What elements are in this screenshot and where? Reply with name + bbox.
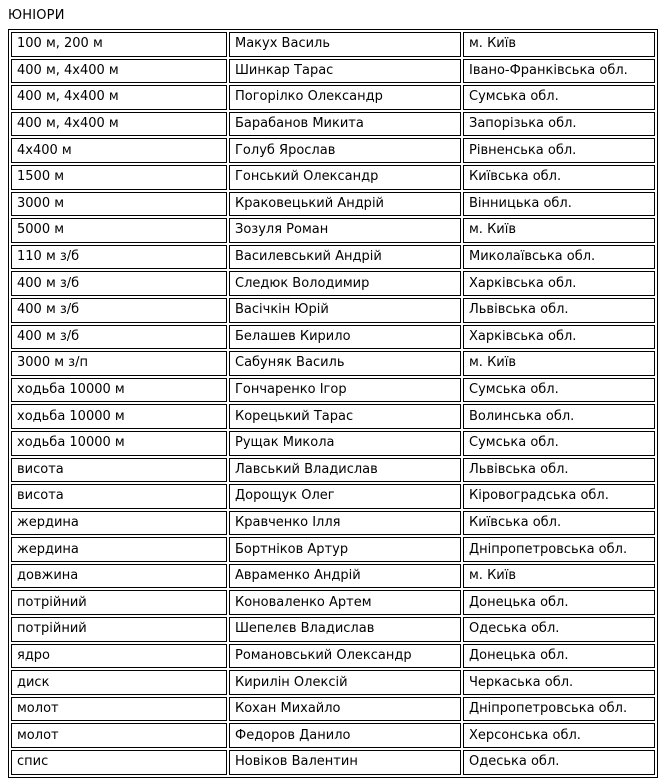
event-cell: 400 м, 4х400 м — [11, 85, 227, 110]
athlete-name-cell: Новіков Валентин — [229, 750, 461, 775]
athlete-name-cell: Сабуняк Василь — [229, 351, 461, 376]
region-cell: Вінницька обл. — [463, 192, 655, 217]
region-cell: Одеська обл. — [463, 617, 655, 642]
event-cell: 3000 м з/п — [11, 351, 227, 376]
event-cell: ядро — [11, 644, 227, 669]
region-cell: Київська обл. — [463, 511, 655, 536]
region-cell: Миколаївська обл. — [463, 245, 655, 270]
region-cell: Черкаська обл. — [463, 670, 655, 695]
results-table-body — [11, 32, 655, 775]
region-cell: Сумська обл. — [463, 431, 655, 456]
event-cell: 4х400 м — [11, 138, 227, 163]
table-row — [11, 218, 655, 243]
event-cell: ходьба 10000 м — [11, 431, 227, 456]
athlete-name-cell: Гонський Олександр — [229, 165, 461, 190]
region-cell: Дніпропетровська обл. — [463, 697, 655, 722]
results-table — [8, 29, 658, 778]
table-row — [11, 325, 655, 350]
region-cell: Львівська обл. — [463, 458, 655, 483]
table-row — [11, 271, 655, 296]
region-cell: м. Київ — [463, 351, 655, 376]
region-cell: Сумська обл. — [463, 85, 655, 110]
event-cell: потрійний — [11, 617, 227, 642]
athlete-name-cell: Дорощук Олег — [229, 484, 461, 509]
region-cell: Херсонська обл. — [463, 723, 655, 748]
table-row — [11, 85, 655, 110]
table-row — [11, 59, 655, 84]
table-row — [11, 590, 655, 615]
athlete-name-cell: Макух Василь — [229, 32, 461, 57]
table-row — [11, 112, 655, 137]
table-row — [11, 165, 655, 190]
athlete-name-cell: Авраменко Андрій — [229, 564, 461, 589]
athlete-name-cell: Шинкар Тарас — [229, 59, 461, 84]
table-row — [11, 192, 655, 217]
event-cell: спис — [11, 750, 227, 775]
event-cell: потрійний — [11, 590, 227, 615]
event-cell: 3000 м — [11, 192, 227, 217]
athlete-name-cell: Белашев Кирило — [229, 325, 461, 350]
athlete-name-cell: Зозуля Роман — [229, 218, 461, 243]
region-cell: м. Київ — [463, 564, 655, 589]
athlete-name-cell: Следюк Володимир — [229, 271, 461, 296]
region-cell: Київська обл. — [463, 165, 655, 190]
athlete-name-cell: Гончаренко Ігор — [229, 378, 461, 403]
table-row — [11, 378, 655, 403]
event-cell: жердина — [11, 537, 227, 562]
region-cell: Сумська обл. — [463, 378, 655, 403]
region-cell: Харківська обл. — [463, 271, 655, 296]
event-cell: 400 м з/б — [11, 298, 227, 323]
table-row — [11, 564, 655, 589]
region-cell: Донецька обл. — [463, 644, 655, 669]
table-row — [11, 138, 655, 163]
event-cell: висота — [11, 458, 227, 483]
event-cell: 400 м, 4х400 м — [11, 112, 227, 137]
event-cell: молот — [11, 697, 227, 722]
athlete-name-cell: Погорілко Олександр — [229, 85, 461, 110]
athlete-name-cell: Шепелєв Владислав — [229, 617, 461, 642]
table-row — [11, 537, 655, 562]
region-cell: Львівська обл. — [463, 298, 655, 323]
table-row — [11, 723, 655, 748]
table-row — [11, 32, 655, 57]
region-cell: Рівненська обл. — [463, 138, 655, 163]
region-cell: Донецька обл. — [463, 590, 655, 615]
event-cell: 400 м з/б — [11, 325, 227, 350]
region-cell: Івано-Франківська обл. — [463, 59, 655, 84]
athlete-name-cell: Коноваленко Артем — [229, 590, 461, 615]
athlete-name-cell: Романовський Олександр — [229, 644, 461, 669]
event-cell: жердина — [11, 511, 227, 536]
athlete-name-cell: Васічкін Юрій — [229, 298, 461, 323]
table-row — [11, 644, 655, 669]
athlete-name-cell: Лавський Владислав — [229, 458, 461, 483]
region-cell: м. Київ — [463, 218, 655, 243]
athlete-name-cell: Краковецький Андрій — [229, 192, 461, 217]
athlete-name-cell: Федоров Данило — [229, 723, 461, 748]
region-cell: Кіровоградська обл. — [463, 484, 655, 509]
athlete-name-cell: Кохан Михайло — [229, 697, 461, 722]
table-row — [11, 750, 655, 775]
athlete-name-cell: Кирилін Олексій — [229, 670, 461, 695]
table-row — [11, 431, 655, 456]
athlete-name-cell: Василевський Андрій — [229, 245, 461, 270]
event-cell: ходьба 10000 м — [11, 378, 227, 403]
athlete-name-cell: Корецький Тарас — [229, 404, 461, 429]
table-row — [11, 484, 655, 509]
table-row — [11, 617, 655, 642]
table-row — [11, 697, 655, 722]
region-cell: м. Київ — [463, 32, 655, 57]
table-row — [11, 511, 655, 536]
athlete-name-cell: Рущак Микола — [229, 431, 461, 456]
table-row — [11, 670, 655, 695]
section-heading: ЮНІОРИ — [8, 8, 65, 23]
event-cell: довжина — [11, 564, 227, 589]
region-cell: Запорізька обл. — [463, 112, 655, 137]
athlete-name-cell: Барабанов Микита — [229, 112, 461, 137]
event-cell: 1500 м — [11, 165, 227, 190]
event-cell: висота — [11, 484, 227, 509]
event-cell: молот — [11, 723, 227, 748]
table-row — [11, 458, 655, 483]
table-row — [11, 351, 655, 376]
athlete-name-cell: Голуб Ярослав — [229, 138, 461, 163]
table-row — [11, 404, 655, 429]
region-cell: Харківська обл. — [463, 325, 655, 350]
event-cell: 400 м з/б — [11, 271, 227, 296]
event-cell: ходьба 10000 м — [11, 404, 227, 429]
region-cell: Одеська обл. — [463, 750, 655, 775]
table-row — [11, 245, 655, 270]
event-cell: 5000 м — [11, 218, 227, 243]
event-cell: диск — [11, 670, 227, 695]
table-row — [11, 298, 655, 323]
region-cell: Волинська обл. — [463, 404, 655, 429]
event-cell: 100 м, 200 м — [11, 32, 227, 57]
event-cell: 400 м, 4х400 м — [11, 59, 227, 84]
athlete-name-cell: Кравченко Ілля — [229, 511, 461, 536]
athlete-name-cell: Бортніков Артур — [229, 537, 461, 562]
region-cell: Дніпропетровська обл. — [463, 537, 655, 562]
event-cell: 110 м з/б — [11, 245, 227, 270]
